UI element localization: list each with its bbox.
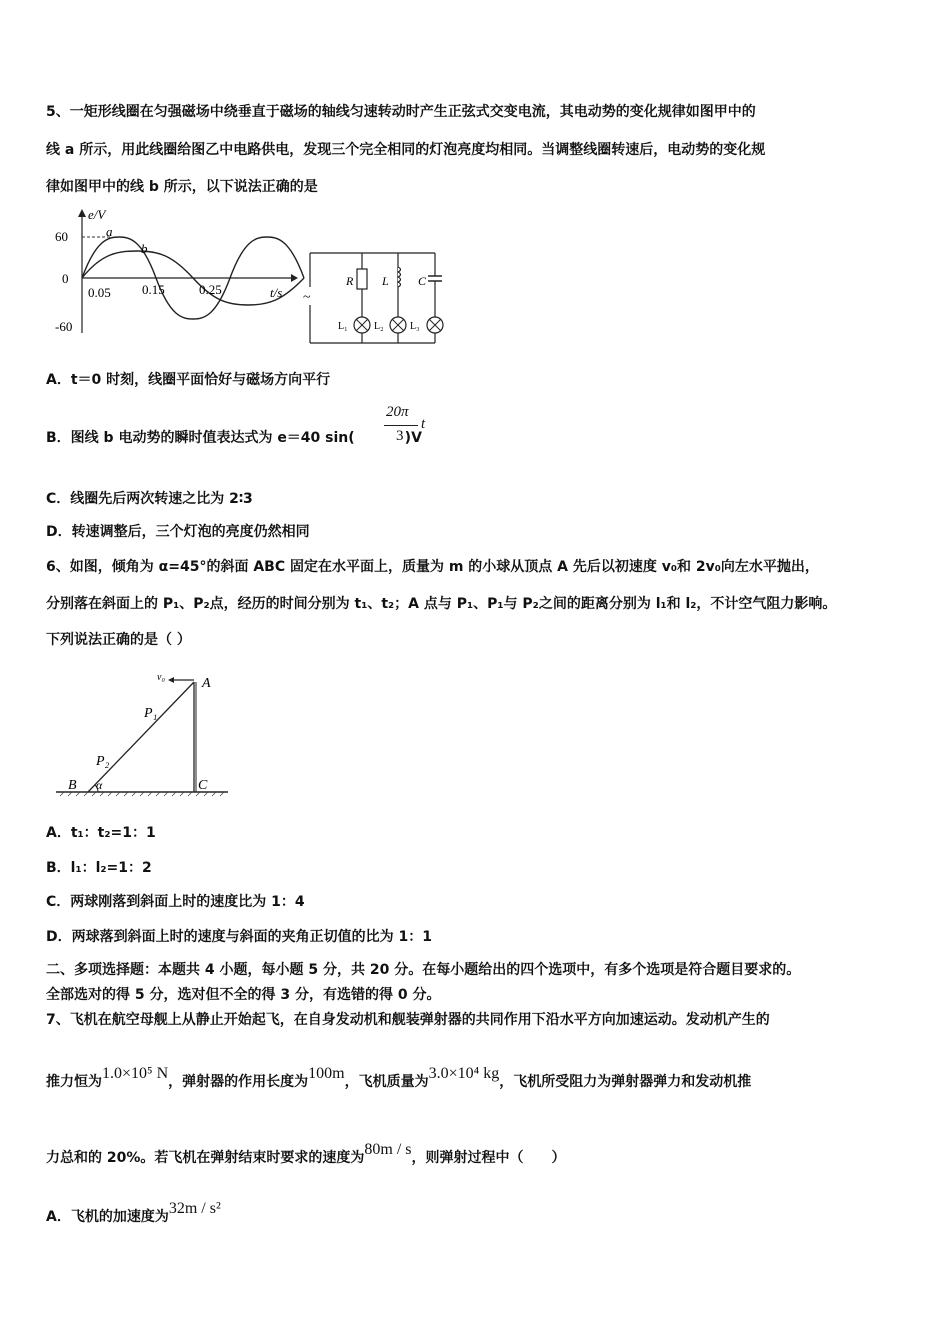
q7-line2-text-a: 推力恒为 bbox=[46, 1074, 102, 1090]
q5-stem-line-1: 5、一矩形线圈在匀强磁场中绕垂直于磁场的轴线匀速转动时产生正弦式交变电流，其电动势的变化规律如图甲中的 bbox=[46, 104, 756, 120]
q7-line2-text-d: ，飞机所受阻力为弹射器弹力和发动机推 bbox=[499, 1074, 752, 1090]
q5-circuit-diagram bbox=[300, 245, 450, 355]
q7-force-value: 1.0×10⁵ N bbox=[102, 1065, 169, 1082]
q7-option-a bbox=[46, 1200, 221, 1227]
q7-line2-text-c: ，飞机质量为 bbox=[344, 1074, 429, 1090]
label-L3: L₃ bbox=[410, 321, 420, 332]
q7-line3-text-a: 力总和的 20%。若飞机在弹射结束时要求的速度为 bbox=[46, 1150, 365, 1166]
curve-b-label: b bbox=[141, 241, 148, 256]
q7-speed-value: 80m / s bbox=[364, 1141, 412, 1158]
lamp-L3 bbox=[427, 317, 443, 333]
y-axis-arrow bbox=[78, 209, 86, 217]
q5-stem-line-2: 线 a 所示，用此线圈给图乙中电路供电，发现三个完全相同的灯泡亮度均相同。当调整线圈转速后，电动势的变化规 bbox=[46, 142, 766, 158]
label-L1: L₁ bbox=[338, 321, 348, 332]
q5-option-b-prefix: B．图线 b 电动势的瞬时值表达式为 e＝40 sin( bbox=[46, 430, 355, 446]
q6-option-d: D．两球落到斜面上时的速度与斜面的夹角正切值的比为 1：1 bbox=[46, 929, 432, 945]
q6-stem-line-2: 分别落在斜面上的 P₁、P₂点，经历的时间分别为 t₁、t₂；A 点与 P₁、P₁与 P₂之间的距离分别为 l₁和 l₂，不计空气阻力影响。 bbox=[46, 596, 837, 612]
q7-stem-line-2 bbox=[46, 1065, 752, 1092]
q5-option-d: D．转速调整后，三个灯泡的亮度仍然相同 bbox=[46, 524, 310, 540]
curve-a-label: a bbox=[106, 224, 113, 239]
label-R: R bbox=[346, 274, 354, 288]
q6-option-c: C．两球刚落到斜面上时的速度比为 1：4 bbox=[46, 894, 305, 910]
q7-mass-value: 3.0×10⁴ kg bbox=[428, 1065, 500, 1082]
q5-emf-graph bbox=[46, 205, 306, 340]
inductor-L bbox=[398, 267, 401, 287]
x-axis-arrow bbox=[291, 274, 298, 282]
q5-option-b-suffix: )V bbox=[404, 430, 422, 446]
q6-incline-figure bbox=[52, 668, 232, 803]
label-P2: P₂ bbox=[96, 754, 110, 769]
y-tick-0: 0 bbox=[62, 271, 69, 286]
section2-heading-line-2: 全部选对的得 5 分，选对但不全的得 3 分，有选错的得 0 分。 bbox=[46, 987, 441, 1003]
q7-option-a-text: A．飞机的加速度为 bbox=[46, 1209, 169, 1225]
label-v0: v₀ bbox=[157, 672, 165, 683]
x-tick-005: 0.05 bbox=[88, 285, 111, 300]
fraction-numerator: 20π bbox=[386, 404, 409, 420]
lamp-L1 bbox=[354, 317, 370, 333]
q5-stem-line-3: 律如图甲中的线 b 所示，以下说法正确的是 bbox=[46, 179, 318, 195]
fraction-denominator: 3 bbox=[396, 428, 404, 444]
q7-line3-text-b: ，则弹射过程中（ ） bbox=[411, 1150, 566, 1166]
q5-option-c: C．线圈先后两次转速之比为 2∶3 bbox=[46, 491, 253, 507]
label-L2: L₂ bbox=[374, 321, 384, 332]
x-axis-label: t/s bbox=[270, 285, 283, 300]
label-B: B bbox=[68, 778, 77, 793]
x-tick-025: 0.25 bbox=[199, 282, 222, 297]
label-alpha: α bbox=[96, 778, 103, 792]
section2-heading-line-1: 二、多项选择题：本题共 4 小题，每小题 5 分，共 20 分。在每小题给出的四个选项中，有多个选项是符合题目要求的。 bbox=[46, 962, 801, 978]
y-axis-label: e/V bbox=[88, 207, 106, 222]
q7-length-value: 100m bbox=[308, 1065, 345, 1082]
fraction-variable: t bbox=[421, 416, 426, 432]
x-tick-015: 0.15 bbox=[142, 282, 165, 297]
q5-option-a: A．t＝0 时刻，线圈平面恰好与磁场方向平行 bbox=[46, 372, 331, 388]
q6-stem-line-3: 下列说法正确的是（ ） bbox=[46, 632, 191, 648]
lamp-L2 bbox=[390, 317, 406, 333]
label-C: C bbox=[198, 778, 208, 793]
label-L: L bbox=[382, 274, 389, 288]
y-tick-60: 60 bbox=[55, 229, 68, 244]
label-P1: P₁ bbox=[144, 706, 158, 721]
y-tick-neg60: -60 bbox=[55, 319, 73, 334]
q6-option-b: B．l₁：l₂=1：2 bbox=[46, 860, 152, 876]
incline-AB bbox=[88, 682, 194, 792]
q6-option-a: A．t₁：t₂=1：1 bbox=[46, 825, 156, 841]
resistor-R bbox=[357, 269, 367, 289]
q5-option-b bbox=[46, 428, 422, 448]
q7-acceleration-value: 32m / s² bbox=[168, 1200, 221, 1217]
q7-line2-text-b: ，弹射器的作用长度为 bbox=[168, 1074, 309, 1090]
label-C: C bbox=[418, 274, 427, 288]
ac-source-symbol: ~ bbox=[303, 290, 311, 305]
q7-stem-line-1: 7、飞机在航空母舰上从静止开始起飞，在自身发动机和舰装弹射器的共同作用下沿水平方向加速运动。发动机产生的 bbox=[46, 1012, 770, 1028]
q7-stem-line-3 bbox=[46, 1141, 566, 1168]
fraction-bar bbox=[384, 425, 418, 426]
label-A: A bbox=[202, 676, 211, 691]
q6-stem-line-1: 6、如图，倾角为 α=45°的斜面 ABC 固定在水平面上，质量为 m 的小球从顶点 A 先后以初速度 v₀和 2v₀向左水平抛出， bbox=[46, 559, 819, 575]
